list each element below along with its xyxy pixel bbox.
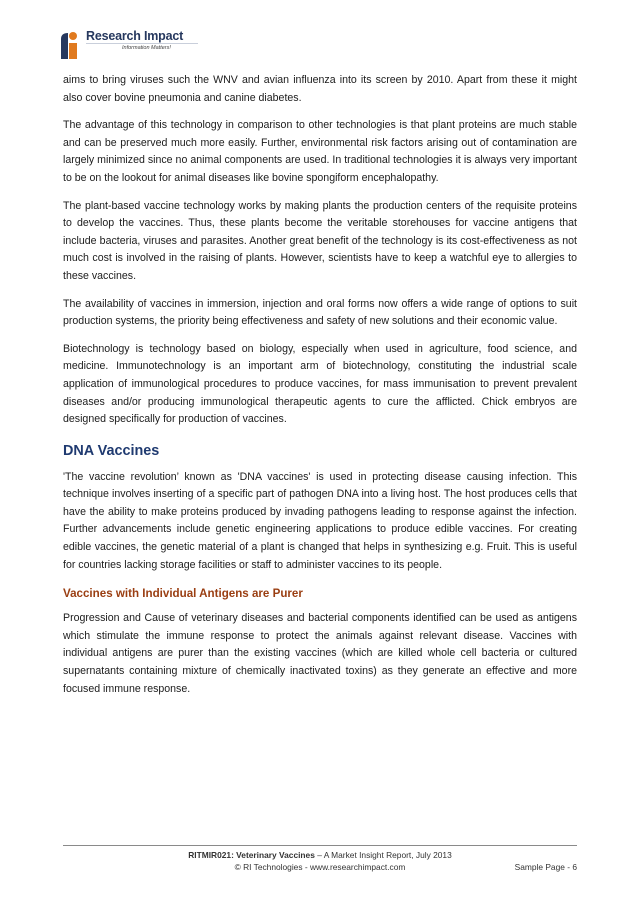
footer-report-line <box>150 849 490 861</box>
paragraph: 'The vaccine revolution’ known as 'DNA vaccines' is used in protecting disease causing infection. This technique involves inserting of a specific part of pathogen DNA into a living host. The host produces cells that have the ability to make proteins produced by invading pathogens leading to response against the infection. Further advancements include genetic engineering applications to produce edible vaccines. For creating edible vaccines, the genetic material of a plant is changed that helps in synthesizing e.g. Fruit. This is useful for countries lacking storage facilities or staff to administer vaccines to its people. <box>63 470 577 571</box>
logo-divider <box>86 43 198 44</box>
report-body <box>63 72 577 708</box>
brand-tagline: Information Matters! <box>122 45 171 51</box>
paragraph: The availability of vaccines in immersion, injection and oral forms now offers a wide range of options to suit production systems, the priority being effectiveness and safety of new solutions and their economic value. <box>63 297 577 328</box>
page-number: Sample Page - 6 <box>514 862 577 872</box>
paragraph: The plant-based vaccine technology works by making plants the production centers of the requisite proteins to develop the vaccines. Thus, these plants become the veritable storehouses for vaccine antigens that include bacteria, viruses and parasites. Another great benefit of the technology is its cost-effectiveness as not much cost is involved in the raising of plants. However, scientists have to keep a watchful eye to allergies to these vaccines. <box>63 199 577 282</box>
ri-logo-mark-icon <box>60 26 82 60</box>
section-heading-dna-vaccines: DNA Vaccines <box>63 442 160 459</box>
research-impact-logo <box>60 26 210 62</box>
footer-report-info <box>150 849 490 873</box>
paragraph: The advantage of this technology in comparison to other technologies is that plant proteins are much stable and can be preserved much more easily. Further, environmental risk factors arising out of contamination are largely minimized since no animal components are used. In traditional technologies it is always very important to be on the lookout for animal diseases like bovine spongiform encephalopathy. <box>63 119 577 184</box>
footer-divider <box>63 845 577 846</box>
subsection-heading-individual-antigens: Vaccines with Individual Antigens are Purer <box>63 587 303 601</box>
paragraph: Biotechnology is technology based on biology, especially when used in agriculture, food science, and medicine. Immunotechnology is an important arm of biotechnology, constituting the industrial scale application of immunological procedures to produce vaccines, for mass immunisation to prevent prevalent diseases and/or producing immunological therapeutic agents to cure the afflicted. Chick embryos are designed specifically for production of vaccines. <box>63 342 577 426</box>
footer-report-desc: – A Market Insight Report, July 2013 <box>314 850 452 860</box>
footer-report-code: RITMIR021: Veterinary Vaccines <box>188 850 315 860</box>
footer-copyright: © RI Technologies - www.researchimpact.com <box>234 862 406 872</box>
paragraph: Progression and Cause of veterinary diseases and bacterial components identified can be used as antigens which stimulate the immune response to protect the animals against relevant disease. Vaccines with individual antigens are purer than the existing vaccines (which are killed whole cell bacteria or cultured supernatants containing mixture of chemically inactivated toxins) as they generate an effective and more focused immune response. <box>63 612 577 695</box>
paragraph: aims to bring viruses such the WNV and avian influenza into its screen by 2010. Apart from these it might also cover bovine pneumonia and canine diabetes. <box>63 74 577 104</box>
brand-name: Research Impact <box>86 29 184 43</box>
